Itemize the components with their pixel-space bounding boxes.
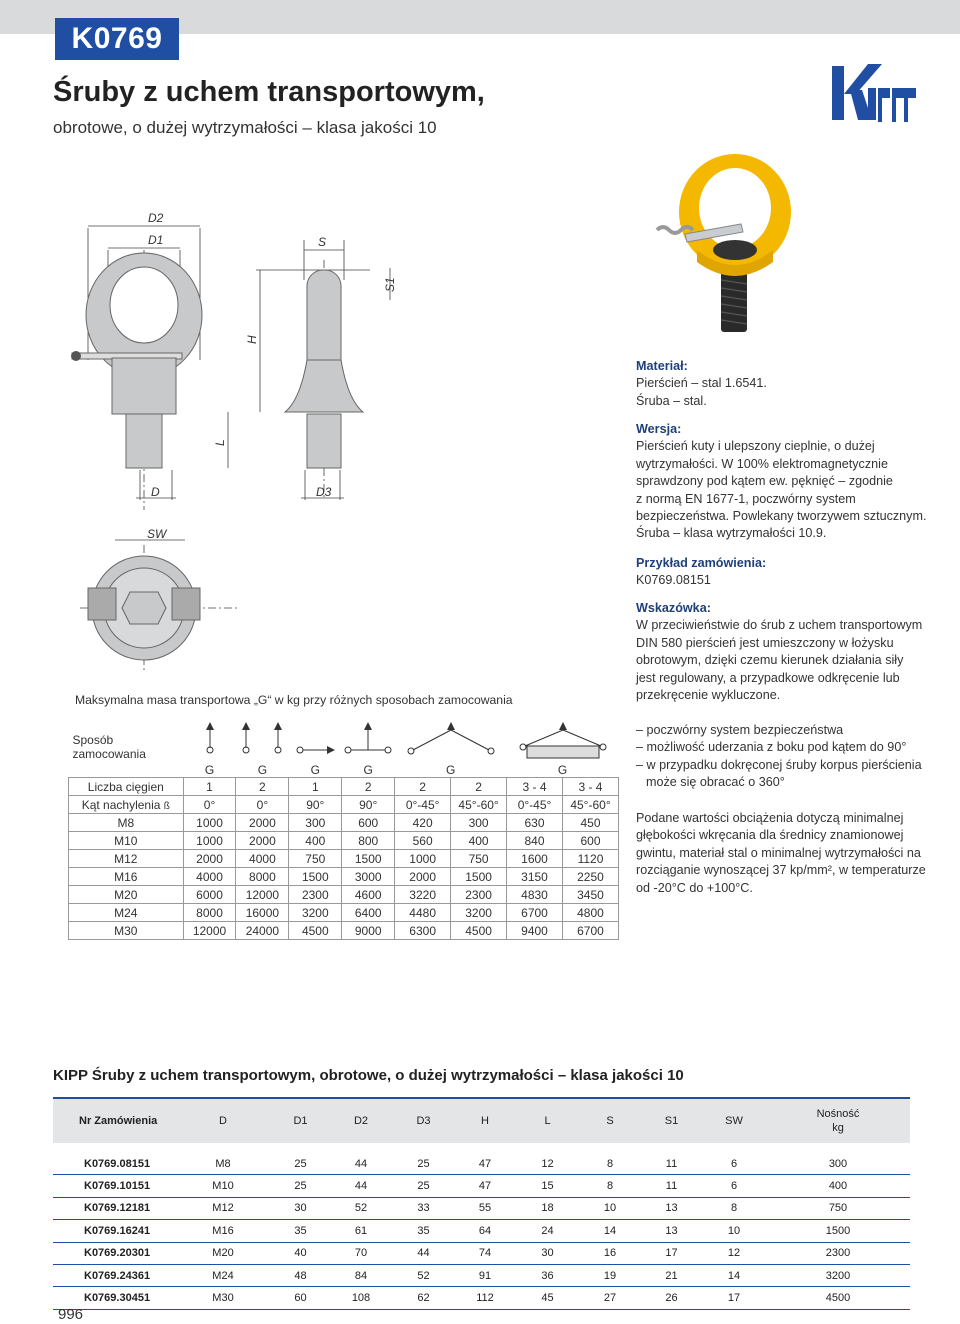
order-table-title: KIPP Śruby z uchem transportowym, obrotowe, o dużej wytrzymałości – klasa jakości 10 <box>53 1067 684 1084</box>
table-cell: 47 <box>454 1175 516 1197</box>
material-heading: Materiał: <box>636 359 688 373</box>
multi-leg-angle-icon <box>513 720 613 760</box>
table-cell: M12 <box>174 1197 272 1219</box>
row-label: M12 <box>69 850 184 868</box>
table-cell: 52 <box>393 1264 454 1286</box>
table-cell: 25 <box>393 1153 454 1175</box>
table-cell: 6 <box>702 1175 766 1197</box>
product-code-badge: K0769 <box>55 18 179 60</box>
table-cell: 1600 <box>507 850 563 868</box>
table-cell: 44 <box>329 1175 393 1197</box>
table-cell: 8000 <box>183 904 236 922</box>
table-cell: 2 <box>451 778 507 796</box>
table-cell: 4600 <box>342 886 395 904</box>
g-label: G <box>310 763 320 777</box>
table-cell: 800 <box>342 832 395 850</box>
table-cell: 3200 <box>451 904 507 922</box>
row-label: M10 <box>69 832 184 850</box>
column-header: D1 <box>272 1098 329 1143</box>
table-cell: 13 <box>641 1197 702 1219</box>
table-cell: 1 <box>183 778 236 796</box>
feature-item: – poczwórny system bezpieczeństwa <box>636 723 844 737</box>
row-label: M16 <box>69 868 184 886</box>
table-row <box>53 1175 910 1197</box>
table-cell: 2250 <box>562 868 618 886</box>
feature-item: – możliwość uderzania z boku pod kątem do 90° <box>636 740 907 755</box>
version-line: sprawdzony pod kątem ew. pęknięć – zgodnie <box>636 474 893 489</box>
table-cell: 8000 <box>236 868 289 886</box>
table-cell: 17 <box>702 1287 766 1309</box>
table-cell: 16000 <box>236 904 289 922</box>
table-cell: 35 <box>393 1220 454 1242</box>
note-line: przekręcenie wykluczone. <box>636 688 781 703</box>
table-cell: 12000 <box>183 922 236 940</box>
table-cell: 11 <box>641 1175 702 1197</box>
method-symbol <box>289 717 342 778</box>
table-cell: 26 <box>641 1287 702 1309</box>
table-cell: 1500 <box>451 868 507 886</box>
order-header-row <box>53 1098 910 1143</box>
order-number: K0769.24361 <box>53 1264 174 1286</box>
table-cell: 14 <box>579 1220 641 1242</box>
label-D2: D2 <box>148 211 164 225</box>
method-row <box>69 717 619 778</box>
double-side-icon <box>343 720 393 760</box>
table-cell: 3200 <box>766 1264 910 1286</box>
table-cell: 750 <box>451 850 507 868</box>
table-cell: 1000 <box>395 850 451 868</box>
table-cell: 25 <box>272 1153 329 1175</box>
table-cell: 16 <box>579 1242 641 1264</box>
spec-version <box>636 421 936 543</box>
column-header: H <box>454 1098 516 1143</box>
table-cell: 4830 <box>507 886 563 904</box>
table-cell: 45 <box>516 1287 579 1309</box>
g-label: G <box>363 763 373 777</box>
version-line: bezpieczeństwa. Powlekany tworzywem sztucznym. <box>636 509 927 524</box>
table-cell: 2 <box>342 778 395 796</box>
table-cell: 15 <box>516 1175 579 1197</box>
version-line: Pierścień kuty i ulepszony cieplnie, o dużej <box>636 439 875 454</box>
method-symbol <box>236 717 289 778</box>
table-cell: 3150 <box>507 868 563 886</box>
column-header: Nr Zamówienia <box>53 1098 174 1143</box>
load-table <box>68 717 619 940</box>
example-code: K0769.08151 <box>636 573 711 588</box>
table-cell: M8 <box>174 1153 272 1175</box>
table-cell: 750 <box>766 1197 910 1219</box>
table-row <box>53 1287 910 1309</box>
table-row <box>69 886 619 904</box>
table-cell: M20 <box>174 1242 272 1264</box>
note-heading: Wskazówka: <box>636 601 711 615</box>
table-cell: M30 <box>174 1287 272 1309</box>
load-table-caption: Maksymalna masa transportowa „G“ w kg przy różnych sposobach zamocowania <box>75 693 513 707</box>
double-vertical-icon <box>240 720 284 760</box>
table-cell: 33 <box>393 1197 454 1219</box>
technical-drawing <box>60 200 600 680</box>
table-cell: 300 <box>766 1153 910 1175</box>
column-header: D2 <box>329 1098 393 1143</box>
column-header: SW <box>702 1098 766 1143</box>
column-header: D <box>174 1098 272 1143</box>
table-cell: 17 <box>641 1242 702 1264</box>
material-line: Pierścień – stal 1.6541. <box>636 376 767 391</box>
row-label: M30 <box>69 922 184 940</box>
table-cell: 6700 <box>562 922 618 940</box>
table-cell: 11 <box>641 1153 702 1175</box>
method-label: Sposób zamocowania <box>72 733 146 761</box>
table-row <box>53 1220 910 1242</box>
feature-item: – w przypadku dokręconej śruby korpus pierścienia może się obracać o 360° <box>636 757 922 790</box>
table-row <box>69 922 619 940</box>
table-cell: 112 <box>454 1287 516 1309</box>
label-D3: D3 <box>316 485 332 499</box>
spec-material <box>636 358 936 410</box>
row-label: M8 <box>69 814 184 832</box>
table-cell: 8 <box>702 1197 766 1219</box>
table-cell: 35 <box>272 1220 329 1242</box>
method-symbol <box>507 717 619 778</box>
table-cell: 4500 <box>289 922 342 940</box>
column-header: S <box>579 1098 641 1143</box>
table-cell: 1000 <box>183 832 236 850</box>
table-cell: 600 <box>342 814 395 832</box>
table-cell: 4500 <box>766 1287 910 1309</box>
table-row <box>69 814 619 832</box>
table-cell: 10 <box>702 1220 766 1242</box>
table-cell: 1120 <box>562 850 618 868</box>
table-cell: 12 <box>702 1242 766 1264</box>
table-cell: 45°-60° <box>451 796 507 814</box>
table-cell: 1500 <box>766 1220 910 1242</box>
angle-label-text: Kąt nachylenia <box>81 797 161 812</box>
feature-list <box>636 722 936 792</box>
single-side-icon <box>293 720 337 760</box>
version-heading: Wersja: <box>636 422 682 436</box>
method-symbol <box>183 717 236 778</box>
order-table-body <box>53 1143 910 1309</box>
table-cell: 2300 <box>289 886 342 904</box>
footnote-line: gwintu, materiał stal o minimalnej wytrzymałości na <box>636 845 921 860</box>
product-photo <box>645 150 795 335</box>
table-cell: 8 <box>579 1175 641 1197</box>
table-cell: 18 <box>516 1197 579 1219</box>
table-cell: 60 <box>272 1287 329 1309</box>
order-table <box>53 1097 910 1310</box>
table-cell: 1500 <box>342 850 395 868</box>
table-cell: 108 <box>329 1287 393 1309</box>
table-cell: 0° <box>236 796 289 814</box>
table-cell: 0°-45° <box>507 796 563 814</box>
table-row <box>69 868 619 886</box>
footnote-line: od -20°C do +100°C. <box>636 880 753 895</box>
note-line: DIN 580 pierścień jest umieszczony w łożysku <box>636 635 894 650</box>
label-L: L <box>213 439 227 446</box>
load-table-body <box>69 814 619 940</box>
table-cell: 2 <box>395 778 451 796</box>
table-cell: 3200 <box>289 904 342 922</box>
column-header: S1 <box>641 1098 702 1143</box>
table-cell: 4480 <box>395 904 451 922</box>
table-cell: 1500 <box>289 868 342 886</box>
table-cell: 1000 <box>183 814 236 832</box>
table-cell: 19 <box>579 1264 641 1286</box>
table-cell: 2300 <box>766 1242 910 1264</box>
table-cell: 3 - 4 <box>507 778 563 796</box>
table-row <box>53 1264 910 1286</box>
table-cell: 14 <box>702 1264 766 1286</box>
g-label: G <box>204 763 215 777</box>
table-cell: 4500 <box>451 922 507 940</box>
footnote-line: głębokości wkręcania dla średnicy znamionowej <box>636 828 904 843</box>
label-S1: S1 <box>383 277 397 292</box>
row-label <box>69 796 184 814</box>
order-number: K0769.30451 <box>53 1287 174 1309</box>
kipp-logo <box>832 60 918 124</box>
angle-icon: ß <box>163 800 170 812</box>
table-cell: 400 <box>289 832 342 850</box>
table-cell: 90° <box>342 796 395 814</box>
table-row <box>69 904 619 922</box>
table-cell: 61 <box>329 1220 393 1242</box>
g-label: G <box>557 763 568 777</box>
table-cell: 4000 <box>236 850 289 868</box>
label-S: S <box>318 235 327 249</box>
capacity-header: Nośność <box>816 1108 860 1120</box>
table-row <box>53 1153 910 1175</box>
table-cell: 13 <box>641 1220 702 1242</box>
order-number: K0769.16241 <box>53 1220 174 1242</box>
footnote-line: rozciąganie wynoszącej 37 kp/mm², w temperaturze <box>636 863 926 878</box>
column-header <box>766 1098 910 1143</box>
order-number: K0769.20301 <box>53 1242 174 1264</box>
note-line: obrotowym, dzięki czemu kierunek działania siły <box>636 653 904 668</box>
material-line: Śruba – stal. <box>636 393 707 408</box>
table-row <box>69 850 619 868</box>
table-cell: 1 <box>289 778 342 796</box>
label-SW: SW <box>147 527 167 541</box>
table-row <box>69 778 619 796</box>
table-cell: 74 <box>454 1242 516 1264</box>
column-header: D3 <box>393 1098 454 1143</box>
method-symbol <box>395 717 507 778</box>
table-cell: 3 - 4 <box>562 778 618 796</box>
table-cell: 21 <box>641 1264 702 1286</box>
page-title: Śruby z uchem transportowym, <box>53 76 485 108</box>
table-cell: 300 <box>289 814 342 832</box>
table-cell: 64 <box>454 1220 516 1242</box>
table-cell: 750 <box>289 850 342 868</box>
table-cell: 2 <box>236 778 289 796</box>
table-cell: 36 <box>516 1264 579 1286</box>
table-cell: 84 <box>329 1264 393 1286</box>
table-cell: M10 <box>174 1175 272 1197</box>
table-cell: 9400 <box>507 922 563 940</box>
table-cell: 2000 <box>236 814 289 832</box>
table-cell: 6700 <box>507 904 563 922</box>
table-cell: 420 <box>395 814 451 832</box>
row-label: M24 <box>69 904 184 922</box>
table-cell: 400 <box>766 1175 910 1197</box>
table-cell: 90° <box>289 796 342 814</box>
column-header: L <box>516 1098 579 1143</box>
version-line: Śruba – klasa wytrzymałości 10.9. <box>636 526 827 541</box>
table-cell: 4000 <box>183 868 236 886</box>
table-cell: 27 <box>579 1287 641 1309</box>
order-number: K0769.10151 <box>53 1175 174 1197</box>
table-cell: 30 <box>516 1242 579 1264</box>
table-cell: 3000 <box>342 868 395 886</box>
note-line: jest regulowany, a przypadkowe odkręcenie lub <box>636 670 900 685</box>
page-number: 996 <box>58 1306 84 1323</box>
table-cell: 2000 <box>395 868 451 886</box>
table-cell: 3450 <box>562 886 618 904</box>
table-cell: 4800 <box>562 904 618 922</box>
table-cell: 6300 <box>395 922 451 940</box>
table-cell: 12 <box>516 1153 579 1175</box>
capacity-unit: kg <box>832 1122 844 1134</box>
row-label: M20 <box>69 886 184 904</box>
spec-note <box>636 600 936 704</box>
footnote-line: Podane wartości obciążenia dotyczą minimalnej <box>636 811 904 825</box>
table-cell: 10 <box>579 1197 641 1219</box>
table-cell: 8 <box>579 1153 641 1175</box>
table-cell: 2300 <box>451 886 507 904</box>
row-label: Liczba cięgien <box>69 778 184 796</box>
table-cell: 25 <box>272 1175 329 1197</box>
table-cell: 450 <box>562 814 618 832</box>
version-line: z normą EN 1677-1, poczwórny system <box>636 491 856 506</box>
spec-example <box>636 555 936 590</box>
label-H: H <box>245 335 259 344</box>
table-cell: 6000 <box>183 886 236 904</box>
single-vertical-icon <box>190 720 230 760</box>
table-cell: 70 <box>329 1242 393 1264</box>
g-label: G <box>445 763 456 777</box>
table-cell: 30 <box>272 1197 329 1219</box>
table-cell: 6400 <box>342 904 395 922</box>
table-cell: 48 <box>272 1264 329 1286</box>
table-cell: 9000 <box>342 922 395 940</box>
table-cell: 24 <box>516 1220 579 1242</box>
page-subtitle: obrotowe, o dużej wytrzymałości – klasa jakości 10 <box>53 118 437 137</box>
table-cell: 6 <box>702 1153 766 1175</box>
order-number: K0769.08151 <box>53 1153 174 1175</box>
table-cell: 560 <box>395 832 451 850</box>
table-cell: 0° <box>183 796 236 814</box>
table-row <box>69 796 619 814</box>
two-leg-angle-icon <box>401 720 501 760</box>
table-cell: 40 <box>272 1242 329 1264</box>
table-row <box>53 1242 910 1264</box>
table-row <box>69 832 619 850</box>
table-cell: 840 <box>507 832 563 850</box>
note-line: W przeciwieństwie do śrub z uchem transportowym <box>636 618 923 633</box>
table-cell: M16 <box>174 1220 272 1242</box>
table-cell: 47 <box>454 1153 516 1175</box>
table-cell: 45°-60° <box>562 796 618 814</box>
load-footnote <box>636 810 936 897</box>
table-cell: 25 <box>393 1175 454 1197</box>
example-heading: Przykład zamówienia: <box>636 556 767 570</box>
table-row <box>53 1197 910 1219</box>
table-cell: M24 <box>174 1264 272 1286</box>
table-cell: 55 <box>454 1197 516 1219</box>
table-cell: 300 <box>451 814 507 832</box>
version-line: wytrzymałości. W 100% elektromagnetycznie <box>636 456 888 471</box>
table-cell: 52 <box>329 1197 393 1219</box>
table-cell: 400 <box>451 832 507 850</box>
label-D: D <box>151 485 160 499</box>
label-D1: D1 <box>148 233 164 247</box>
table-cell: 12000 <box>236 886 289 904</box>
order-number: K0769.12181 <box>53 1197 174 1219</box>
table-cell: 600 <box>562 832 618 850</box>
table-cell: 62 <box>393 1287 454 1309</box>
table-cell: 3220 <box>395 886 451 904</box>
table-cell: 2000 <box>183 850 236 868</box>
table-cell: 0°-45° <box>395 796 451 814</box>
table-cell: 44 <box>329 1153 393 1175</box>
table-cell: 2000 <box>236 832 289 850</box>
g-label: G <box>257 763 268 777</box>
method-symbol <box>342 717 395 778</box>
table-cell: 24000 <box>236 922 289 940</box>
table-cell: 44 <box>393 1242 454 1264</box>
table-cell: 630 <box>507 814 563 832</box>
table-cell: 91 <box>454 1264 516 1286</box>
